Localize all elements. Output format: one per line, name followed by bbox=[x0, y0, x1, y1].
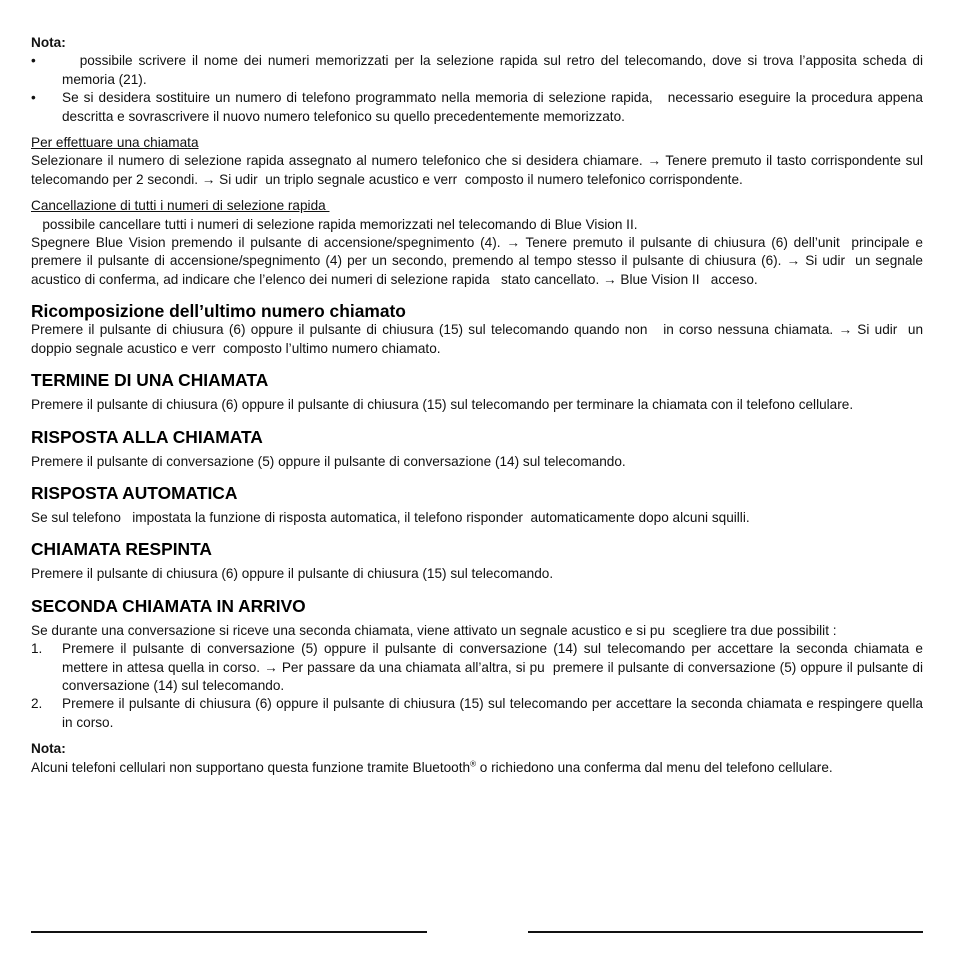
footer-rule-right bbox=[528, 931, 923, 933]
bullet-marker: • bbox=[31, 53, 36, 69]
paragraph-note-bluetooth bbox=[31, 759, 923, 777]
subheading-make-call: Per effettuare una chiamata bbox=[31, 135, 199, 151]
paragraph-reject-call: Premere il pulsante di chiusura (6) oppure il pulsante di chiusura (15) sul telecomando. bbox=[31, 566, 554, 582]
note-text-end: o richiedono una conferma dal menu del telefono cellulare. bbox=[475, 759, 833, 775]
list-item-text: possibile scrivere il nome dei numeri memorizzati per la selezione rapida sul retro del telecomando, dove si trova l’apposita scheda di memoria (21). bbox=[62, 53, 927, 87]
note-list bbox=[31, 52, 927, 126]
heading-redial: Ricomposizione dell’ultimo numero chiamato bbox=[31, 301, 406, 322]
heading-reject-call: CHIAMATA RESPINTA bbox=[31, 539, 212, 560]
heading-auto-answer: RISPOSTA AUTOMATICA bbox=[31, 482, 238, 503]
list-number: 1. bbox=[31, 641, 43, 657]
second-call-list bbox=[31, 640, 927, 732]
bullet-marker: • bbox=[31, 90, 36, 106]
registered-mark: ® bbox=[470, 759, 476, 769]
paragraph-second-call-intro: Se durante una conversazione si riceve una seconda chiamata, viene attivato un segnale acustico e si pu scegliere tra due possibilit : bbox=[31, 622, 837, 638]
heading-answer-call: RISPOSTA ALLA CHIAMATA bbox=[31, 426, 263, 447]
paragraph-delete-intro: possibile cancellare tutti i numeri di selezione rapida memorizzati nel telecomando di Blue Vision II. bbox=[31, 216, 638, 232]
note-label: Nota: bbox=[31, 35, 66, 50]
note-label: Nota: bbox=[31, 741, 66, 757]
list-item-text: Se si desidera sostituire un numero di telefono programmato nella memoria di selezione rapida, necessario eseguire la procedura appena descritta e sovrascrivere il nuovo numero telefonico su quello precedentemente memorizzato. bbox=[62, 90, 927, 124]
subheading-delete-all: Cancellazione di tutti i numeri di selezione rapida bbox=[31, 198, 330, 214]
document-page bbox=[31, 34, 927, 777]
paragraph-end-call: Premere il pulsante di chiusura (6) oppure il pulsante di chiusura (15) sul telecomando per terminare la chiamata con il telefono cellulare. bbox=[31, 397, 854, 413]
paragraph-auto-answer: Se sul telefono impostata la funzione di risposta automatica, il telefono risponder automaticamente dopo alcuni squilli. bbox=[31, 509, 750, 525]
list-item-text: Premere il pulsante di chiusura (6) oppure il pulsante di chiusura (15) sul telecomando per accettare la seconda chiamata e respingere quella in corso. bbox=[62, 696, 923, 730]
footer-rule-left bbox=[31, 931, 427, 933]
paragraph-delete-steps: Spegnere Blue Vision premendo il pulsante di accensione/spegnimento (4). → Tenere premuto il pulsante di chiusura (6) dell’unit principale e premere il pulsante di accensione/spegnimento (4) per un secondo, premendo al tempo stesso il pulsante di chiusura (6). → Si udir un segnale acustico di conferma, ad indicare che l’elenco dei numeri di selezione rapida stato cancellato. → Blue Vision II acceso. bbox=[31, 235, 927, 287]
heading-end-call: TERMINE DI UNA CHIAMATA bbox=[31, 370, 269, 391]
paragraph-redial: Premere il pulsante di chiusura (6) oppure il pulsante di chiusura (15) sul telecomando quando non in corso nessuna chiamata. → Si udir un doppio segnale acustico e verr composto l’ultimo numero chiamato. bbox=[31, 322, 927, 356]
paragraph-make-call: Selezionare il numero di selezione rapida assegnato al numero telefonico che si desidera chiamare. → Tenere premuto il tasto corrispondente sul telecomando per 2 secondi. → Si udir un triplo segnale acustico e verr composto il numero telefonico corrispondente. bbox=[31, 153, 927, 187]
list-item bbox=[31, 695, 923, 732]
list-item bbox=[31, 89, 927, 126]
note-text-start: Alcuni telefoni cellulari non supportano questa funzione tramite Bluetooth bbox=[31, 759, 471, 775]
list-item-text: Premere il pulsante di conversazione (5) oppure il pulsante di conversazione (14) sul telecomando per accettare la seconda chiamata e mettere in attesa quella in corso. → Per passare da una chiamata all’altra, si pu premere il pulsante di conversazione (5) oppure il pulsante di conversazione (14) sul telecomando. bbox=[62, 641, 927, 693]
paragraph-answer-call: Premere il pulsante di conversazione (5) oppure il pulsante di conversazione (14) sul telecomando. bbox=[31, 453, 626, 469]
heading-second-call: SECONDA CHIAMATA IN ARRIVO bbox=[31, 595, 306, 616]
list-number: 2. bbox=[31, 696, 43, 712]
list-item bbox=[31, 640, 927, 695]
list-item bbox=[31, 52, 927, 89]
